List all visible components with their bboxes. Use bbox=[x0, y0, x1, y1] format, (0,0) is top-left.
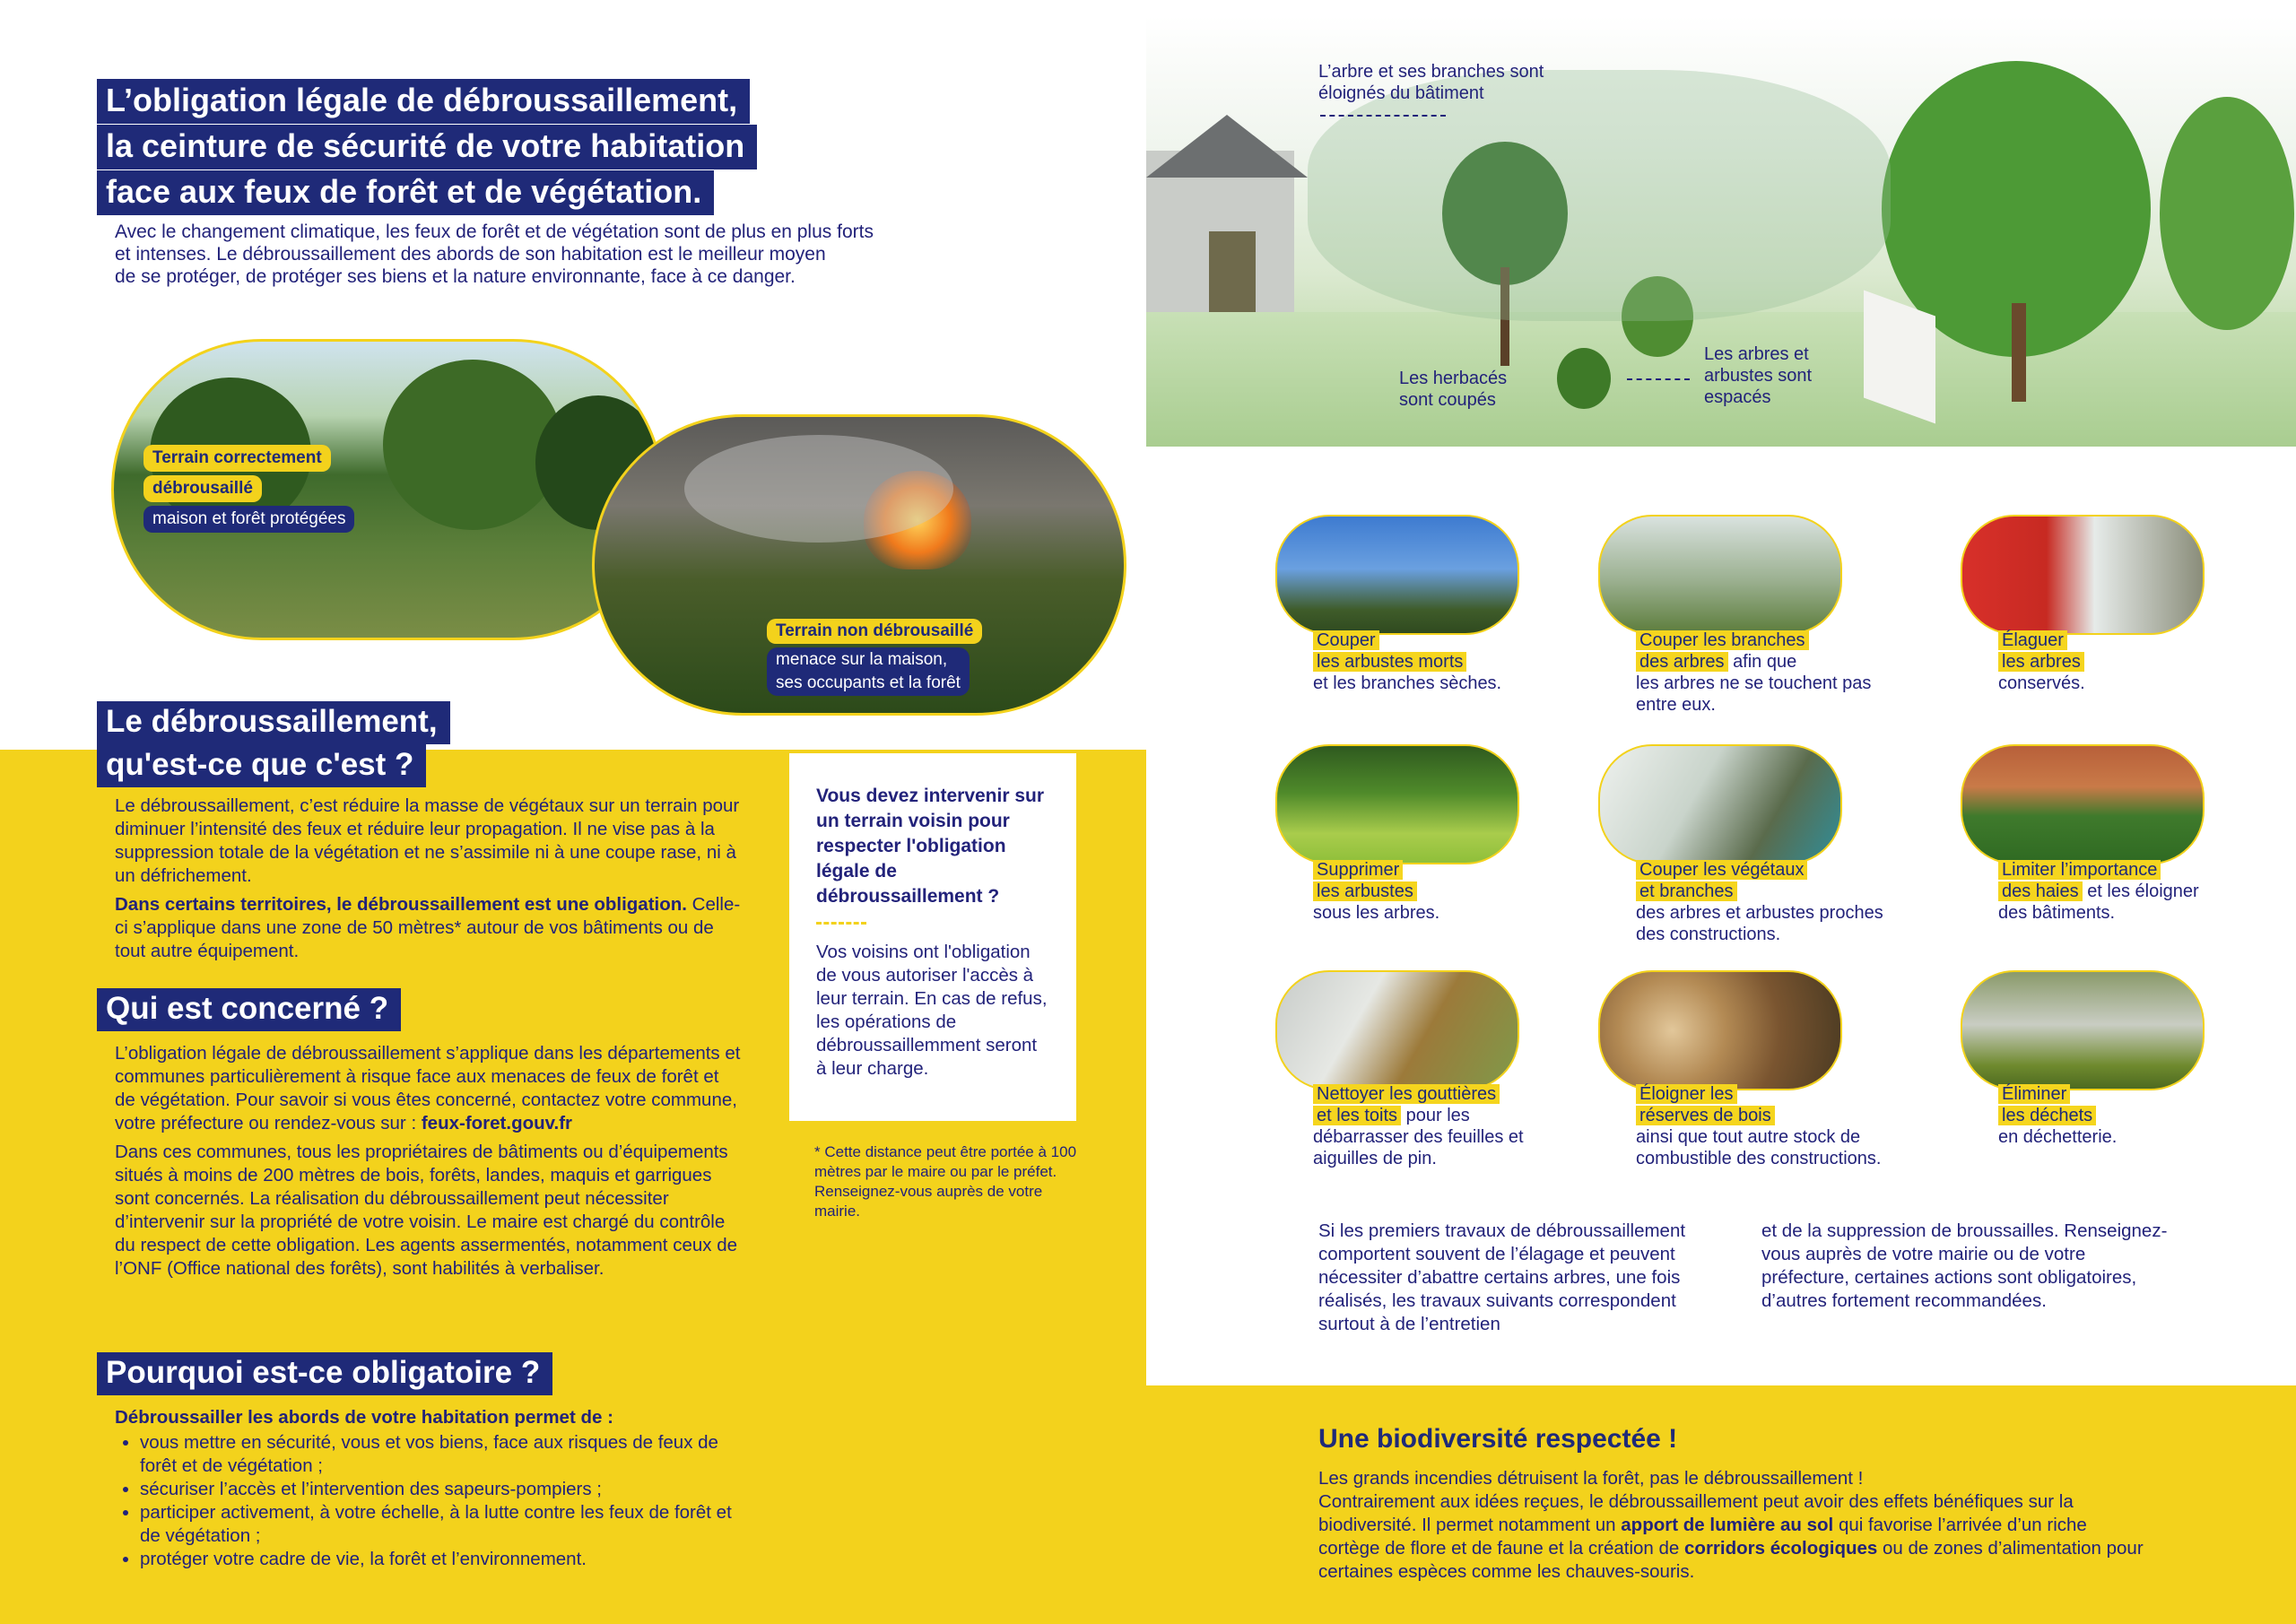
action-text: en déchetterie. bbox=[1998, 1127, 2118, 1147]
photo-cutting-branches bbox=[1598, 744, 1842, 864]
section-why-list bbox=[115, 1431, 743, 1571]
action-text: afin que bbox=[1733, 652, 1797, 672]
action-hl: et les toits bbox=[1313, 1106, 1401, 1125]
tag-threat-line-2: ses occupants et la forêt bbox=[776, 673, 961, 692]
biodiversity-p2a: Contrairement aux idées reçues, le débroussaillement peut avoir des effets bénéfiques sur la biodiversité. Il permet notamment un bbox=[1318, 1491, 2074, 1535]
photo-pruning bbox=[1961, 515, 2205, 635]
photo-right-tags bbox=[767, 619, 982, 696]
title-line-1: L’obligation légale de débroussaillement, bbox=[97, 79, 750, 124]
label-grass: Les herbacés sont coupés bbox=[1399, 369, 1508, 410]
action-caption bbox=[1636, 859, 1905, 945]
action-caption bbox=[1313, 1083, 1564, 1169]
photo-tree-branches bbox=[1598, 515, 1842, 635]
action-hl: et branches bbox=[1636, 881, 1737, 901]
section-who-p1: L’obligation légale de débroussaillement s’applique dans les départements et communes particulièrement à risque face aux menaces de feux de forêt et de végétation. Pour savoir si vous êtes concerné, contactez votre commune, votre préfecture ou rendez-vous sur : bbox=[115, 1043, 741, 1133]
title-line-3: face aux feux de forêt et de végétation. bbox=[97, 170, 714, 215]
action-hl: Couper les végétaux bbox=[1636, 860, 1807, 880]
biodiversity-heading: Une biodiversité respectée ! bbox=[1318, 1424, 1678, 1454]
section-why-heading: Pourquoi est-ce obligatoire ? bbox=[97, 1352, 552, 1395]
house-roof bbox=[1146, 115, 1308, 178]
action-hl: les arbustes bbox=[1313, 881, 1417, 901]
action-caption bbox=[1636, 630, 1887, 716]
action-text: débarrasser des feuilles et aiguilles de pin. bbox=[1313, 1127, 1524, 1168]
action-caption bbox=[1998, 630, 2205, 694]
title-line-2: la ceinture de sécurité de votre habitation bbox=[97, 125, 757, 169]
tag-debroussaille: débrousaillé bbox=[144, 475, 262, 502]
neighbor-answer: Vos voisins ont l'obligation de vous autoriser l'accès à leur terrain. En cas de refus, les opérations de débroussaillemment seront à leur charge. bbox=[816, 942, 1048, 1079]
list-item: • sécuriser l’accès et l’intervention des sapeurs-pompiers ; bbox=[140, 1478, 743, 1501]
action-hl: Limiter l’importance bbox=[1998, 860, 2161, 880]
photo-dead-shrubs bbox=[1275, 515, 1519, 635]
intro-line-2: et intenses. Le débroussaillement des abords de son habitation est le meilleur moyen bbox=[115, 244, 826, 265]
works-note-col2: et de la suppression de broussailles. Renseignez-vous auprès de votre mairie ou de votre préfecture, certaines actions sont obligatoires, d’autres fortement recommandées. bbox=[1761, 1220, 2168, 1311]
intro-line-3: de se protéger, de protéger ses biens et la nature environnante, face à ce danger. bbox=[115, 266, 796, 287]
action-caption bbox=[1636, 1083, 1923, 1169]
section-who-heading: Qui est concerné ? bbox=[97, 988, 401, 1031]
tag-threat-line-1: menace sur la maison, bbox=[776, 650, 948, 669]
biodiversity-p2c: qui favorise l’arrivée d’un riche cortège de flore et de faune et la création de bbox=[1318, 1515, 2087, 1559]
distance-line bbox=[1320, 115, 1446, 117]
action-text: des bâtiments. bbox=[1998, 903, 2116, 923]
photo-undergrowth bbox=[1275, 744, 1519, 864]
action-caption bbox=[1998, 1083, 2205, 1148]
action-hl: Nettoyer les gouttières bbox=[1313, 1084, 1500, 1104]
action-caption bbox=[1998, 859, 2240, 924]
action-hl: des haies bbox=[1998, 881, 2083, 901]
section-who-p2: Dans ces communes, tous les propriétaires de bâtiments ou d’équipements situés à moins de 200 mètres de bois, forêts, landes, maquis et garrigues sont concernés. La réalisation du débroussaillement peut nécessiter d’intervenir sur la propriété de votre voisin. Le maire est chargé du contrôle du respect de cette obligation. Les agents assermentés, notamment ceux de l’ONF (Office national des forêts), sont habilités à verbaliser. bbox=[115, 1142, 737, 1279]
list-item: • vous mettre en sécurité, vous et vos biens, face aux risques de feux de forêt et de végétation ; bbox=[140, 1431, 743, 1478]
action-hl: Éloigner les bbox=[1636, 1084, 1737, 1104]
action-hl: Supprimer bbox=[1313, 860, 1403, 880]
action-caption bbox=[1313, 630, 1546, 694]
action-hl: réserves de bois bbox=[1636, 1106, 1775, 1125]
action-text: les arbres ne se touchent pas entre eux. bbox=[1636, 673, 1872, 715]
action-text: pour les bbox=[1405, 1106, 1470, 1125]
tree-shape bbox=[383, 360, 562, 530]
tree-shape bbox=[2160, 97, 2294, 330]
footnote: * Cette distance peut être portée à 100 mètres par le maire ou par le préfet. Renseignez-vous auprès de votre mairie. bbox=[814, 1143, 1077, 1220]
action-hl: Éliminer bbox=[1998, 1084, 2070, 1104]
action-caption bbox=[1313, 859, 1546, 924]
tag-not-cleared: Terrain non débrousaillé bbox=[767, 619, 982, 644]
section-what-heading bbox=[97, 701, 450, 787]
action-hl: Élaguer bbox=[1998, 630, 2067, 650]
biodiversity-text bbox=[1318, 1467, 2144, 1584]
section-why-heading-wrap bbox=[97, 1352, 552, 1395]
action-text: et les branches sèches. bbox=[1313, 673, 1502, 693]
photo-waste bbox=[1961, 970, 2205, 1090]
tree-trunk bbox=[2012, 303, 2026, 402]
photo-gutter bbox=[1275, 970, 1519, 1090]
action-hl: Couper bbox=[1313, 630, 1379, 650]
action-text: conservés. bbox=[1998, 673, 2085, 693]
action-hl: des arbres bbox=[1636, 652, 1728, 672]
action-text: des arbres et arbustes proches des constructions. bbox=[1636, 903, 1883, 944]
label-spacing: Les arbres et arbustes sont espacés bbox=[1704, 344, 1813, 407]
section-why-lead: Débroussailler les abords de votre habitation permet de : bbox=[115, 1407, 613, 1428]
action-hl: Couper les branches bbox=[1636, 630, 1809, 650]
intro-line-1: Avec le changement climatique, les feux de forêt et de végétation sont de plus en plus forts bbox=[115, 221, 874, 242]
action-text: et les éloigner bbox=[2087, 881, 2199, 901]
action-hl: les arbustes morts bbox=[1313, 652, 1466, 672]
section-who-text bbox=[115, 1042, 743, 1281]
neighbor-box bbox=[789, 753, 1076, 1121]
action-hl: les arbres bbox=[1998, 652, 2084, 672]
tag-threat bbox=[767, 647, 970, 696]
neighbor-question: Vous devez intervenir sur un terrain voisin pour respecter l'obligation légale de débroussaillement ? bbox=[816, 786, 1045, 907]
works-note-col1: Si les premiers travaux de débroussaillement comportent souvent de l’élagage et peuvent nécessiter d’abattre certains arbres, une fois réalisés, les travaux suivants correspondent surtout à de l’entretien bbox=[1318, 1220, 1686, 1334]
list-item: • participer activement, à votre échelle, à la lutte contre les feux de forêt et de végétation ; bbox=[140, 1501, 743, 1548]
tag-protected: maison et forêt protégées bbox=[144, 506, 354, 533]
section-what-bold: Dans certains territoires, le débroussaillement est une obligation. bbox=[115, 894, 687, 915]
shrub-shape bbox=[1557, 348, 1611, 409]
photo-hedge bbox=[1961, 744, 2205, 864]
action-hl: les déchets bbox=[1998, 1106, 2096, 1125]
section-what-text bbox=[115, 795, 743, 963]
section-what-p2: Celle-ci s’applique dans une zone de 50 mètres* autour de vos bâtiments ou de tout autre équipement. bbox=[115, 894, 741, 961]
section-what-heading-line-2: qu'est-ce que c'est ? bbox=[97, 744, 426, 787]
biodiversity-p2e: ou de zones d’alimentation pour certaines espèces comme les chauves-souris. bbox=[1318, 1538, 2144, 1582]
action-text: sous les arbres. bbox=[1313, 903, 1440, 923]
label-tree-distance: L’arbre et ses branches sont éloignés du bâtiment bbox=[1318, 62, 1544, 103]
section-what-p1: Le débroussaillement, c’est réduire la masse de végétaux sur un terrain pour diminuer l’intensité des feux et réduire leur propagation. Il ne vise pas à la suppression totale de la végétation et ne s’assimile ni à une coupe rase, ni à un défrichement. bbox=[115, 795, 740, 886]
section-what-heading-line-1: Le débroussaillement, bbox=[97, 701, 450, 744]
feux-foret-link[interactable]: feux-foret.gouv.fr bbox=[421, 1113, 573, 1133]
biodiversity-bold-light: apport de lumière au sol bbox=[1621, 1515, 1834, 1535]
intro-text bbox=[115, 221, 994, 288]
page-title bbox=[97, 79, 757, 215]
biodiversity-p1: Les grands incendies détruisent la forêt, pas le débroussaillement ! bbox=[1318, 1468, 1864, 1489]
action-text: ainsi que tout autre stock de combustible des constructions. bbox=[1636, 1127, 1882, 1168]
section-who-heading-wrap bbox=[97, 988, 401, 1031]
biodiversity-bold-corridors: corridors écologiques bbox=[1684, 1538, 1878, 1559]
photo-woodpile bbox=[1598, 970, 1842, 1090]
tag-correct-terrain: Terrain correctement bbox=[144, 445, 331, 472]
dashed-divider bbox=[816, 922, 866, 925]
smoke bbox=[684, 435, 953, 543]
section-why-text bbox=[115, 1406, 743, 1571]
background-trees bbox=[1308, 70, 1891, 321]
list-item: • protéger votre cadre de vie, la forêt et l’environnement. bbox=[140, 1548, 743, 1571]
spacing-line bbox=[1627, 378, 1690, 380]
photo-left-tags bbox=[144, 445, 354, 533]
